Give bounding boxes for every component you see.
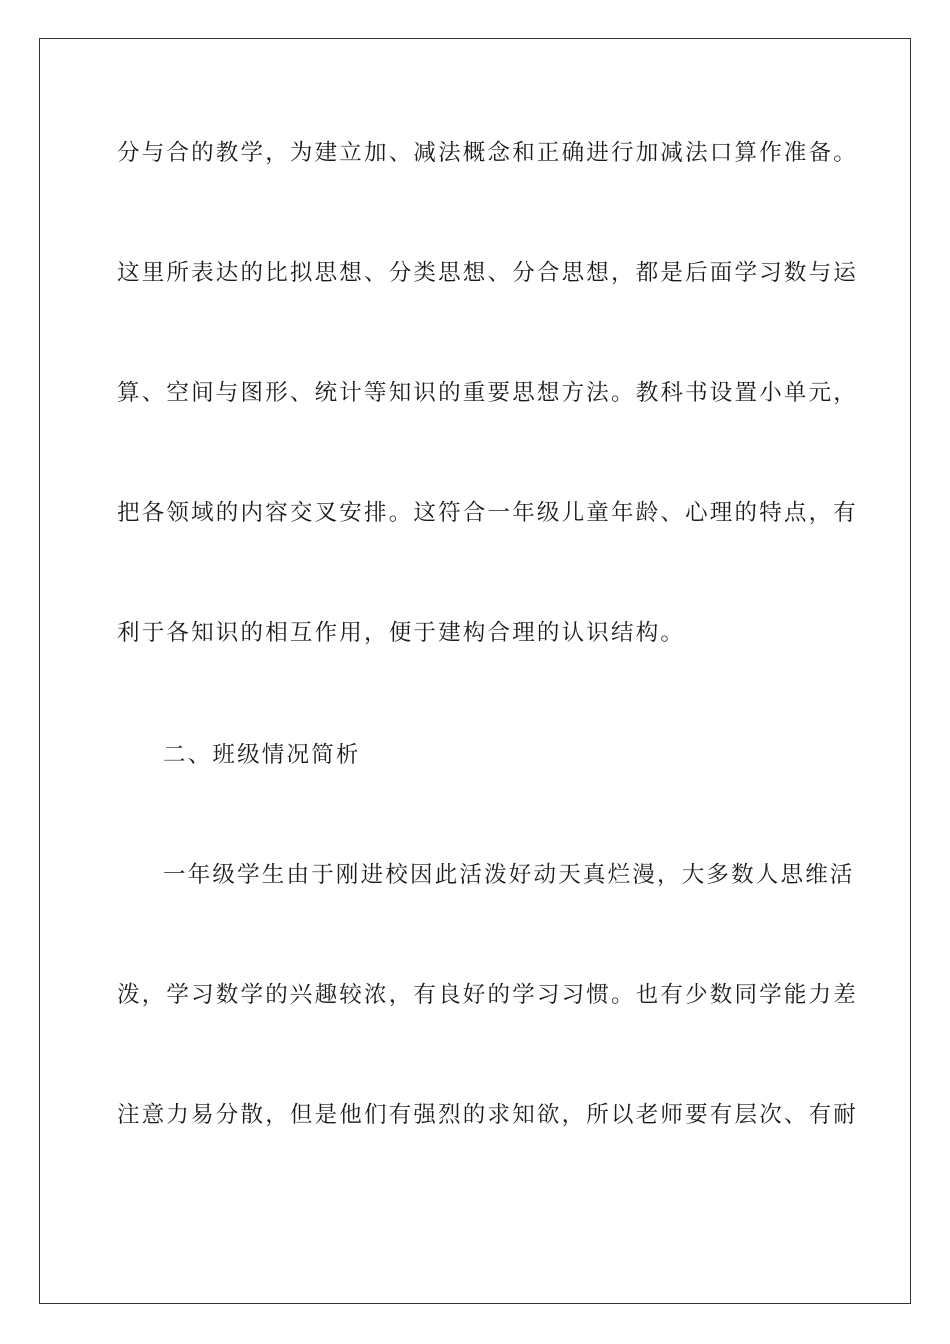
paragraph-line: 泼，学习数学的兴趣较浓，有良好的学习习惯。也有少数同学能力差 [117, 982, 859, 1008]
paragraph-line: 这里所表达的比拟思想、分类思想、分合思想，都是后面学习数与运 [117, 260, 859, 286]
section-heading: 二、班级情况简析 [163, 742, 361, 768]
paragraph-line: 算、空间与图形、统计等知识的重要思想方法。教科书设置小单元， [117, 380, 859, 406]
paragraph-line: 把各领域的内容交叉安排。这符合一年级儿童年龄、心理的特点，有 [117, 500, 859, 526]
paragraph-line: 分与合的教学，为建立加、减法概念和正确进行加减法口算作准备。 [117, 140, 859, 166]
paragraph-line: 注意力易分散，但是他们有强烈的求知欲，所以老师要有层次、有耐 [117, 1102, 859, 1128]
paragraph-line: 利于各知识的相互作用，便于建构合理的认识结构。 [117, 620, 686, 646]
paragraph-line: 一年级学生由于刚进校因此活泼好动天真烂漫，大多数人思维活 [163, 862, 855, 888]
